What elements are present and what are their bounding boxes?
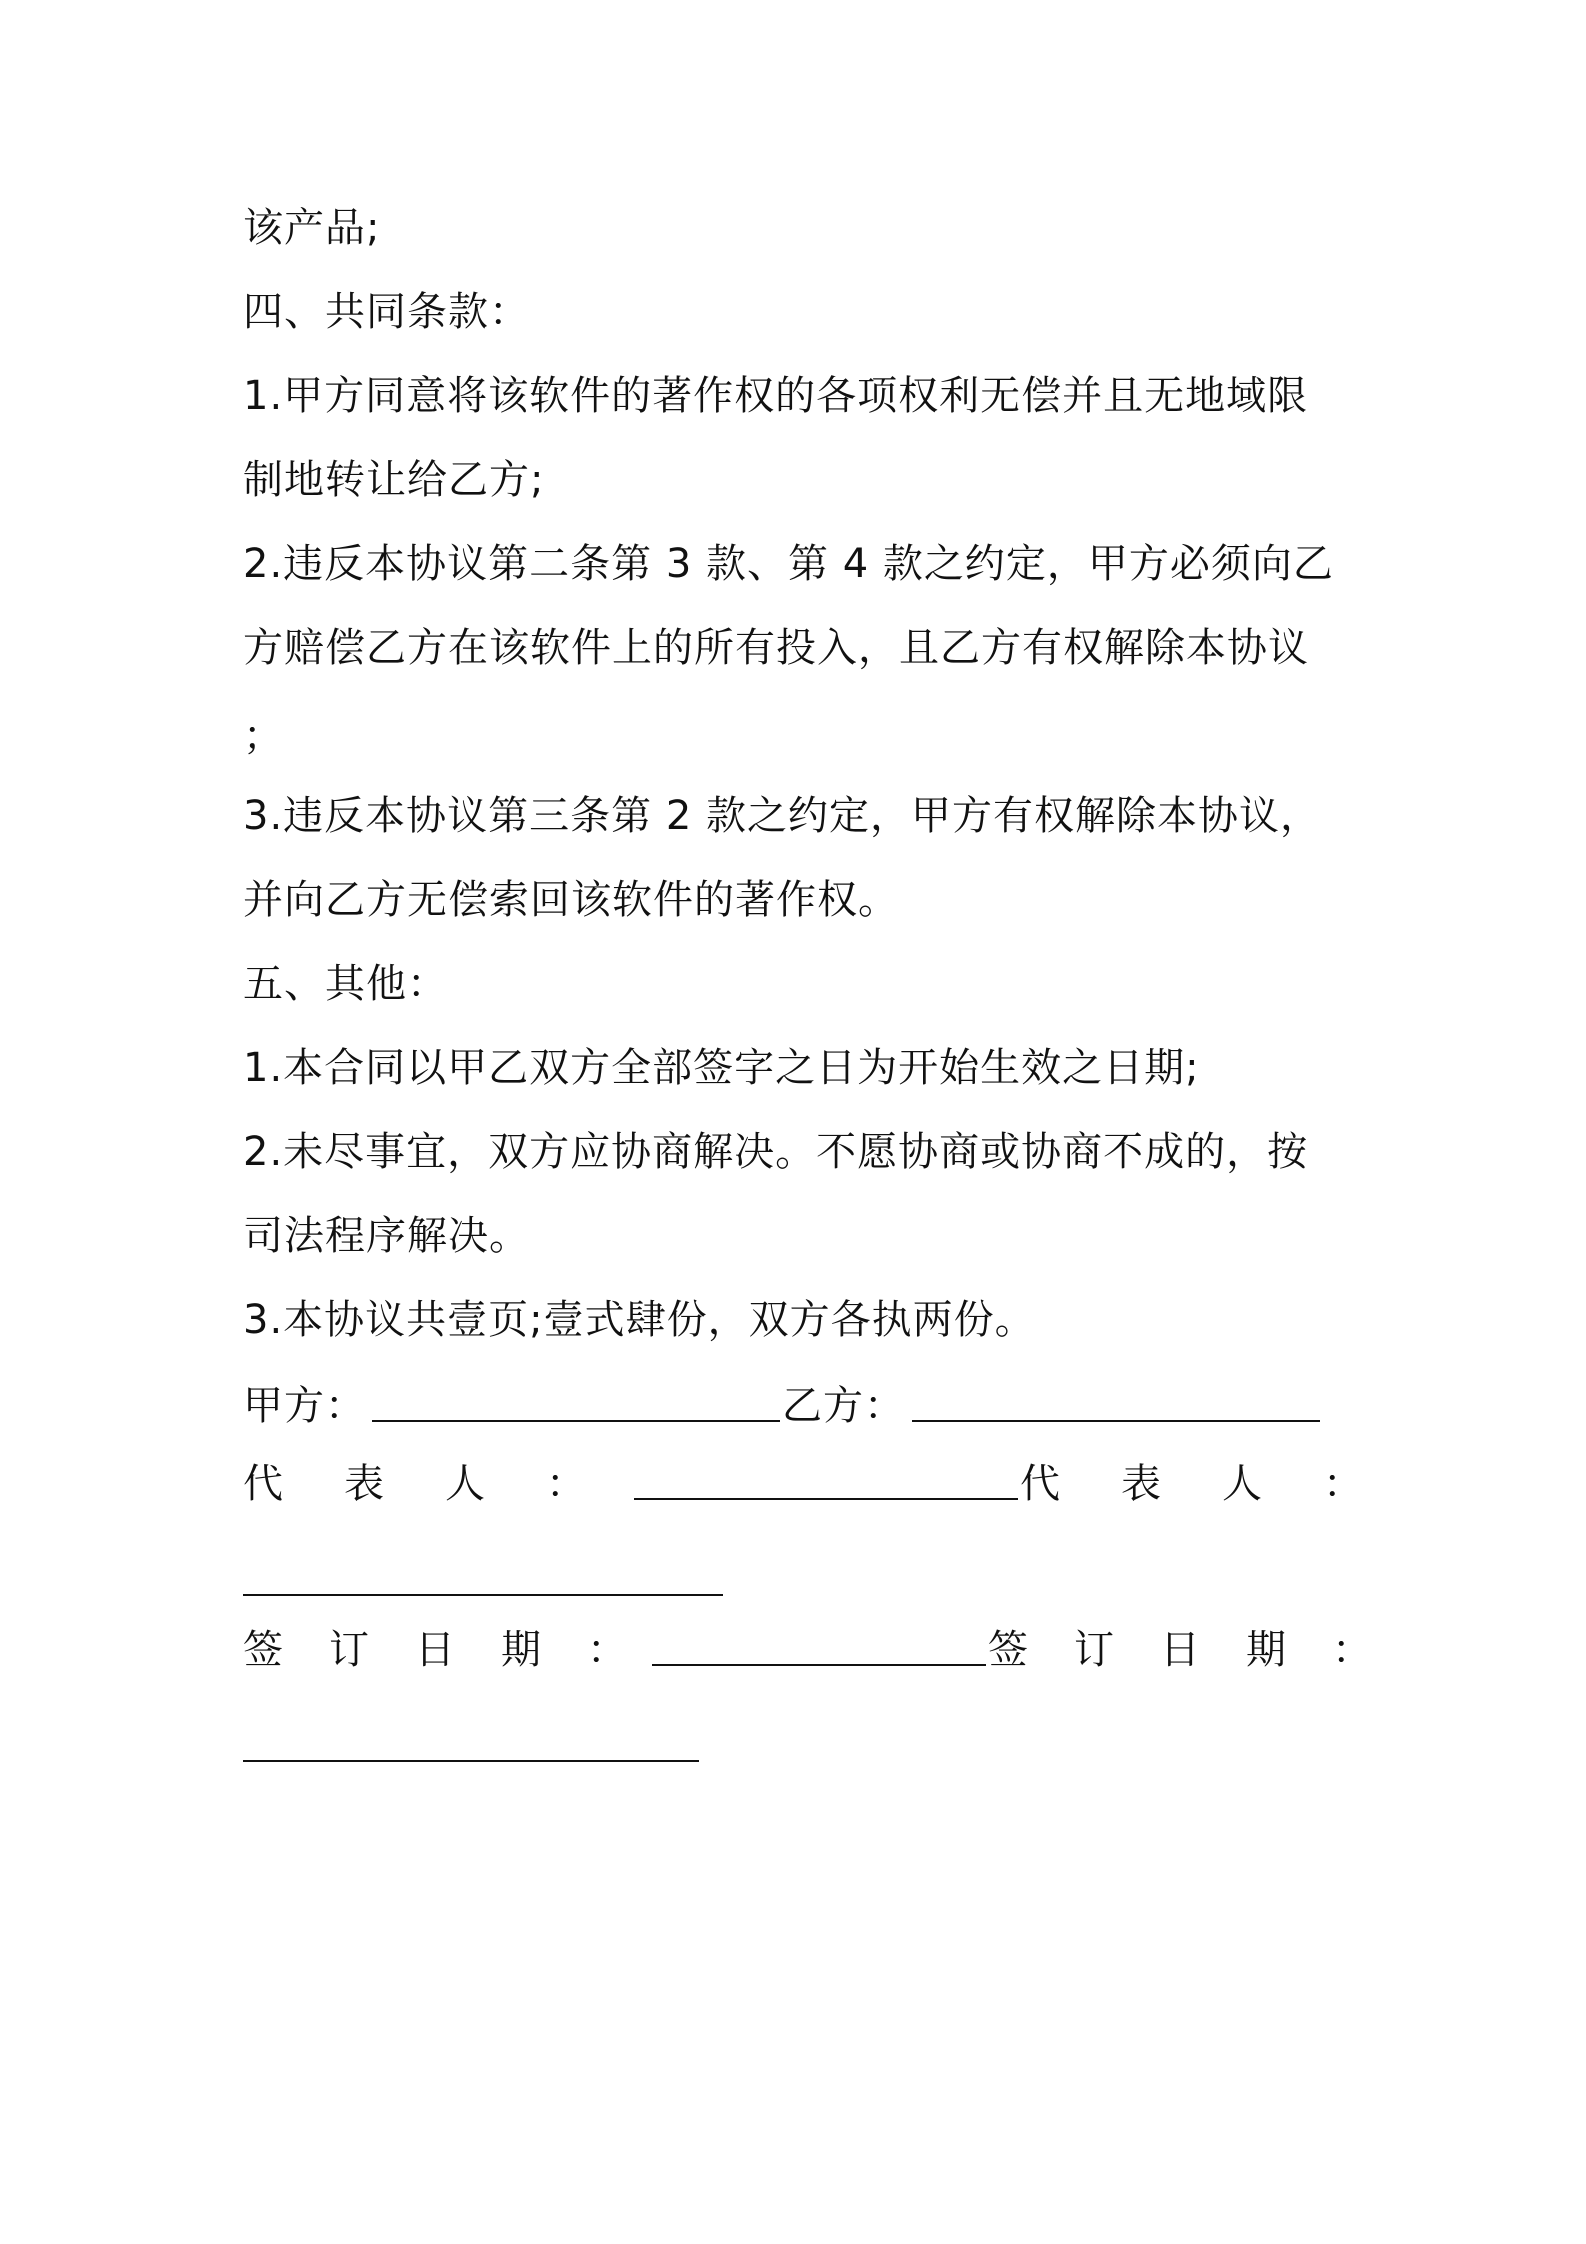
text-line: 2.未尽事宜，双方应协商解决。不愿协商或协商不成的，按 (243, 1129, 1309, 1175)
representative-label-a: 代表人： (243, 1461, 647, 1507)
signing-date-label-b: 签订日期： (988, 1627, 1418, 1673)
party-b-signature-line (912, 1420, 1320, 1422)
party-b-label: 乙方： (782, 1383, 905, 1429)
text-line: ； (243, 713, 284, 759)
party-a-signature-line (372, 1420, 780, 1422)
representative-label-b: 代表人： (1020, 1461, 1424, 1507)
text-line: 2.违反本协议第二条第 3 款、第 4 款之约定，甲方必须向乙 (243, 541, 1334, 587)
section-heading: 四、共同条款： (243, 289, 530, 335)
signing-date-label-a: 签订日期： (243, 1627, 673, 1673)
text-line: 方赔偿乙方在该软件上的所有投入，且乙方有权解除本协议 (243, 625, 1309, 671)
representative-a-line (634, 1498, 1018, 1500)
text-line: 3.本协议共壹页;壹式肆份，双方各执两份。 (243, 1297, 1036, 1343)
signing-date-b-line (243, 1760, 699, 1762)
section-heading: 五、其他： (243, 961, 448, 1007)
text-line: 制地转让给乙方; (243, 457, 545, 503)
text-line: 并向乙方无偿索回该软件的著作权。 (243, 877, 899, 923)
text-line: 司法程序解决。 (243, 1213, 530, 1259)
text-line: 1.本合同以甲乙双方全部签字之日为开始生效之日期; (243, 1045, 1200, 1091)
signing-date-a-line (652, 1664, 986, 1666)
representative-b-line (243, 1594, 723, 1596)
text-line: 1.甲方同意将该软件的著作权的各项权利无偿并且无地域限 (243, 373, 1309, 419)
text-line: 该产品; (243, 205, 381, 251)
party-a-label: 甲方： (243, 1383, 366, 1429)
text-line: 3.违反本协议第三条第 2 款之约定，甲方有权解除本协议， (243, 793, 1322, 839)
